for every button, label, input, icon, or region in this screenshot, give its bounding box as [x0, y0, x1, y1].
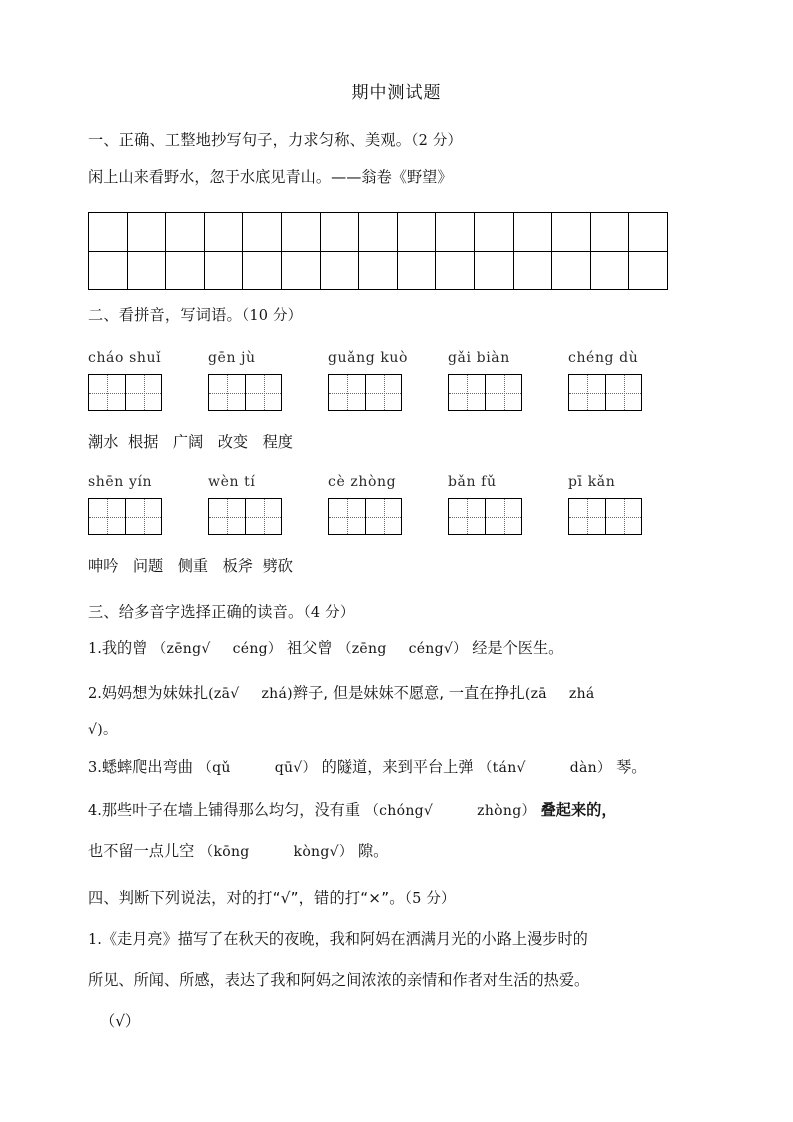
pinyin-label: bǎn fǔ — [448, 474, 497, 490]
pinyin-choice-b1[interactable]: (zā — [524, 686, 547, 702]
tianzige-box[interactable] — [448, 498, 522, 535]
item-text-line1: 《走月亮》描写了在秋天的夜晚，我和阿妈在洒满月光的小路上漫步时的 — [101, 930, 588, 948]
copy-writing-grid[interactable] — [88, 212, 668, 290]
pinyin-word-group — [448, 348, 568, 411]
tianzige-box[interactable] — [88, 498, 162, 535]
tianzige-cell[interactable] — [329, 499, 365, 534]
pinyin-choice-b1[interactable]: （tán√ — [478, 760, 526, 776]
section3-item-4 — [88, 800, 708, 821]
item-text-2: 的隧道，来到平台上弹 — [321, 758, 474, 776]
pinyin-label: gǎi biàn — [448, 350, 510, 366]
pinyin-word-group — [328, 348, 448, 411]
pinyin-choice-b2[interactable]: céng√） — [408, 641, 468, 657]
tianzige-box[interactable] — [328, 374, 402, 411]
pinyin-word-group — [208, 472, 328, 535]
copy-cell[interactable] — [514, 252, 553, 291]
section1-score: （2 分） — [411, 133, 463, 149]
section4-item-1-line2: 所见、所闻、所感，表达了我和阿妈之间浓浓的亲情和作者对生活的热爱。 — [88, 971, 590, 989]
section1-heading-text: 一、正确、工整地抄写句子，力求匀称、美观。 — [88, 131, 412, 149]
tianzige-box[interactable] — [208, 374, 282, 411]
copy-cell[interactable] — [282, 213, 321, 252]
section2-row1-answers: 潮水 根据 广阔 改变 程度 — [88, 433, 293, 451]
copy-cell[interactable] — [475, 213, 514, 252]
pinyin-label: guǎng kuò — [328, 350, 409, 366]
pinyin-label: gēn jù — [208, 350, 256, 366]
section1-sentence: 闲上山来看野水，忽于水底见青山。——翁卷《野望》 — [88, 168, 453, 186]
copy-cell[interactable] — [321, 213, 360, 252]
pinyin-choice-a1[interactable]: （qǔ — [197, 760, 231, 776]
section2-row2-answers: 呻吟 问题 侧重 板斧 劈砍 — [88, 557, 293, 575]
pinyin-label: cháo shuǐ — [88, 350, 162, 366]
pinyin-choice-b1[interactable]: （kōng — [199, 844, 250, 860]
copy-cell[interactable] — [629, 213, 668, 252]
pinyin-choice-b1[interactable]: （zēng — [337, 641, 387, 657]
copy-cell[interactable] — [205, 213, 244, 252]
tianzige-cell[interactable] — [569, 499, 605, 534]
item-text-1: 那些叶子在墙上铺得那么均匀，没有重 — [101, 801, 361, 819]
tianzige-cell[interactable] — [89, 375, 125, 410]
copy-cell[interactable] — [128, 213, 167, 252]
section2-heading — [88, 305, 708, 326]
copy-cell[interactable] — [591, 252, 630, 291]
pinyin-word-group — [568, 472, 688, 535]
item-text-1: 妈妈想为妹妹扎 — [101, 684, 209, 702]
copy-cell[interactable] — [514, 213, 553, 252]
copy-cell[interactable] — [321, 252, 360, 291]
item-number: 2. — [88, 686, 102, 702]
tianzige-cell[interactable] — [569, 375, 605, 410]
tianzige-cell[interactable] — [329, 375, 365, 410]
copy-cell[interactable] — [128, 252, 167, 291]
pinyin-word-group — [448, 472, 568, 535]
tianzige-box[interactable] — [328, 498, 402, 535]
pinyin-label: wèn tí — [208, 474, 256, 490]
item-text-2: 辫子, 但是妹妹不愿意, 一直在挣扎 — [292, 684, 525, 702]
tianzige-box[interactable] — [448, 374, 522, 411]
pinyin-label: chéng dù — [568, 350, 639, 366]
item-number: 3. — [88, 760, 102, 776]
pinyin-label: pī kǎn — [568, 474, 616, 490]
pinyin-choice-a2[interactable]: zhá) — [261, 686, 293, 702]
item-text-3: 隙。 — [357, 842, 389, 860]
section3-item-4-continued — [88, 841, 708, 862]
pinyin-word-group — [88, 472, 208, 535]
pinyin-choice-a2[interactable]: zhòng） — [477, 803, 536, 819]
section2-heading-text: 二、看拼音，写词语。 — [88, 306, 242, 324]
tianzige-box[interactable] — [568, 498, 642, 535]
copy-cell[interactable] — [398, 213, 437, 252]
item-text-3: 经是个医生。 — [472, 639, 564, 657]
page-title: 期中测试题 — [351, 83, 442, 103]
section4-score: （5 分） — [404, 891, 456, 907]
pinyin-choice-a1[interactable]: （chóng√ — [364, 803, 434, 819]
copy-cell[interactable] — [359, 213, 398, 252]
copy-cell[interactable] — [398, 252, 437, 291]
copy-cell[interactable] — [166, 213, 205, 252]
section3-heading-text: 三、给多音字选择正确的读音。 — [88, 603, 304, 621]
tianzige-cell[interactable] — [485, 375, 521, 410]
tianzige-cell[interactable] — [485, 499, 521, 534]
item-number: 1. — [88, 932, 102, 948]
copy-cell[interactable] — [89, 213, 128, 252]
pinyin-label: cè zhòng — [328, 474, 397, 490]
tianzige-cell[interactable] — [125, 499, 161, 534]
copy-cell[interactable] — [89, 252, 128, 291]
section2-score: （10 分） — [241, 308, 303, 324]
copy-cell[interactable] — [359, 252, 398, 291]
pinyin-word-group — [328, 472, 448, 535]
pinyin-row-1 — [88, 348, 708, 444]
copy-cell[interactable] — [552, 213, 591, 252]
section1-heading — [88, 130, 708, 151]
pinyin-choice-b2[interactable]: zhá — [568, 686, 595, 702]
item-number: 4. — [88, 803, 102, 819]
tianzige-cell[interactable] — [89, 499, 125, 534]
section4-item-1-line1 — [88, 929, 708, 950]
copy-cell[interactable] — [243, 213, 282, 252]
tianzige-cell[interactable] — [209, 499, 245, 534]
pinyin-word-group — [208, 348, 328, 411]
section3-score: （4 分） — [303, 605, 355, 621]
copy-cell[interactable] — [475, 252, 514, 291]
tianzige-cell[interactable] — [449, 375, 485, 410]
section4-item-1-mark[interactable]: （√） — [100, 1012, 141, 1030]
pinyin-word-group — [568, 348, 688, 411]
section3-heading — [88, 602, 708, 623]
section3-item-3 — [88, 757, 708, 778]
section3-item-2-continued — [88, 719, 708, 740]
section4-heading-text: 四、判断下列说法，对的打“√”，错的打“×”。 — [88, 889, 405, 907]
tianzige-cell[interactable] — [365, 375, 401, 410]
copy-cell[interactable] — [552, 252, 591, 291]
pinyin-row-2 — [88, 472, 708, 568]
tianzige-cell[interactable] — [125, 375, 161, 410]
item-text-2: 祖父曾 — [287, 639, 333, 657]
tianzige-cell[interactable] — [605, 499, 641, 534]
pinyin-choice-b2[interactable]: dàn） — [569, 760, 612, 776]
pinyin-choice-a2[interactable]: céng） — [232, 641, 283, 657]
pinyin-label: shēn yín — [88, 474, 153, 490]
pinyin-choice-b-tail[interactable]: √)。 — [88, 722, 118, 738]
tianzige-cell[interactable] — [449, 499, 485, 534]
copy-cell[interactable] — [591, 213, 630, 252]
tianzige-box[interactable] — [568, 374, 642, 411]
copy-cell[interactable] — [629, 252, 668, 291]
tianzige-cell[interactable] — [209, 375, 245, 410]
tianzige-box[interactable] — [88, 374, 162, 411]
section3-item-2 — [88, 683, 708, 704]
tianzige-cell[interactable] — [245, 499, 281, 534]
copy-cell[interactable] — [166, 252, 205, 291]
item-text-1: 蟋蟀爬出弯曲 — [101, 758, 193, 776]
pinyin-choice-a2[interactable]: qū√） — [274, 760, 317, 776]
pinyin-choice-a1[interactable]: （zēng√ — [152, 641, 211, 657]
item-text-3: 琴。 — [616, 758, 647, 776]
copy-cell[interactable] — [243, 252, 282, 291]
item-text-line2: 也不留一点儿空 — [88, 842, 195, 860]
copy-cell[interactable] — [282, 252, 321, 291]
tianzige-cell[interactable] — [365, 499, 401, 534]
tianzige-box[interactable] — [208, 498, 282, 535]
item-number: 1. — [88, 641, 102, 657]
tianzige-cell[interactable] — [605, 375, 641, 410]
pinyin-choice-a1[interactable]: (zā√ — [208, 686, 240, 702]
item-text-2: 叠起来的， — [540, 801, 617, 819]
tianzige-cell[interactable] — [245, 375, 281, 410]
pinyin-word-group — [88, 348, 208, 411]
copy-cell[interactable] — [205, 252, 244, 291]
item-text-1: 我的曾 — [101, 639, 148, 657]
copy-cell[interactable] — [436, 252, 475, 291]
section4-heading — [88, 888, 708, 909]
section3-item-1 — [88, 638, 708, 659]
copy-cell[interactable] — [436, 213, 475, 252]
pinyin-choice-b2[interactable]: kòng√） — [293, 844, 354, 860]
